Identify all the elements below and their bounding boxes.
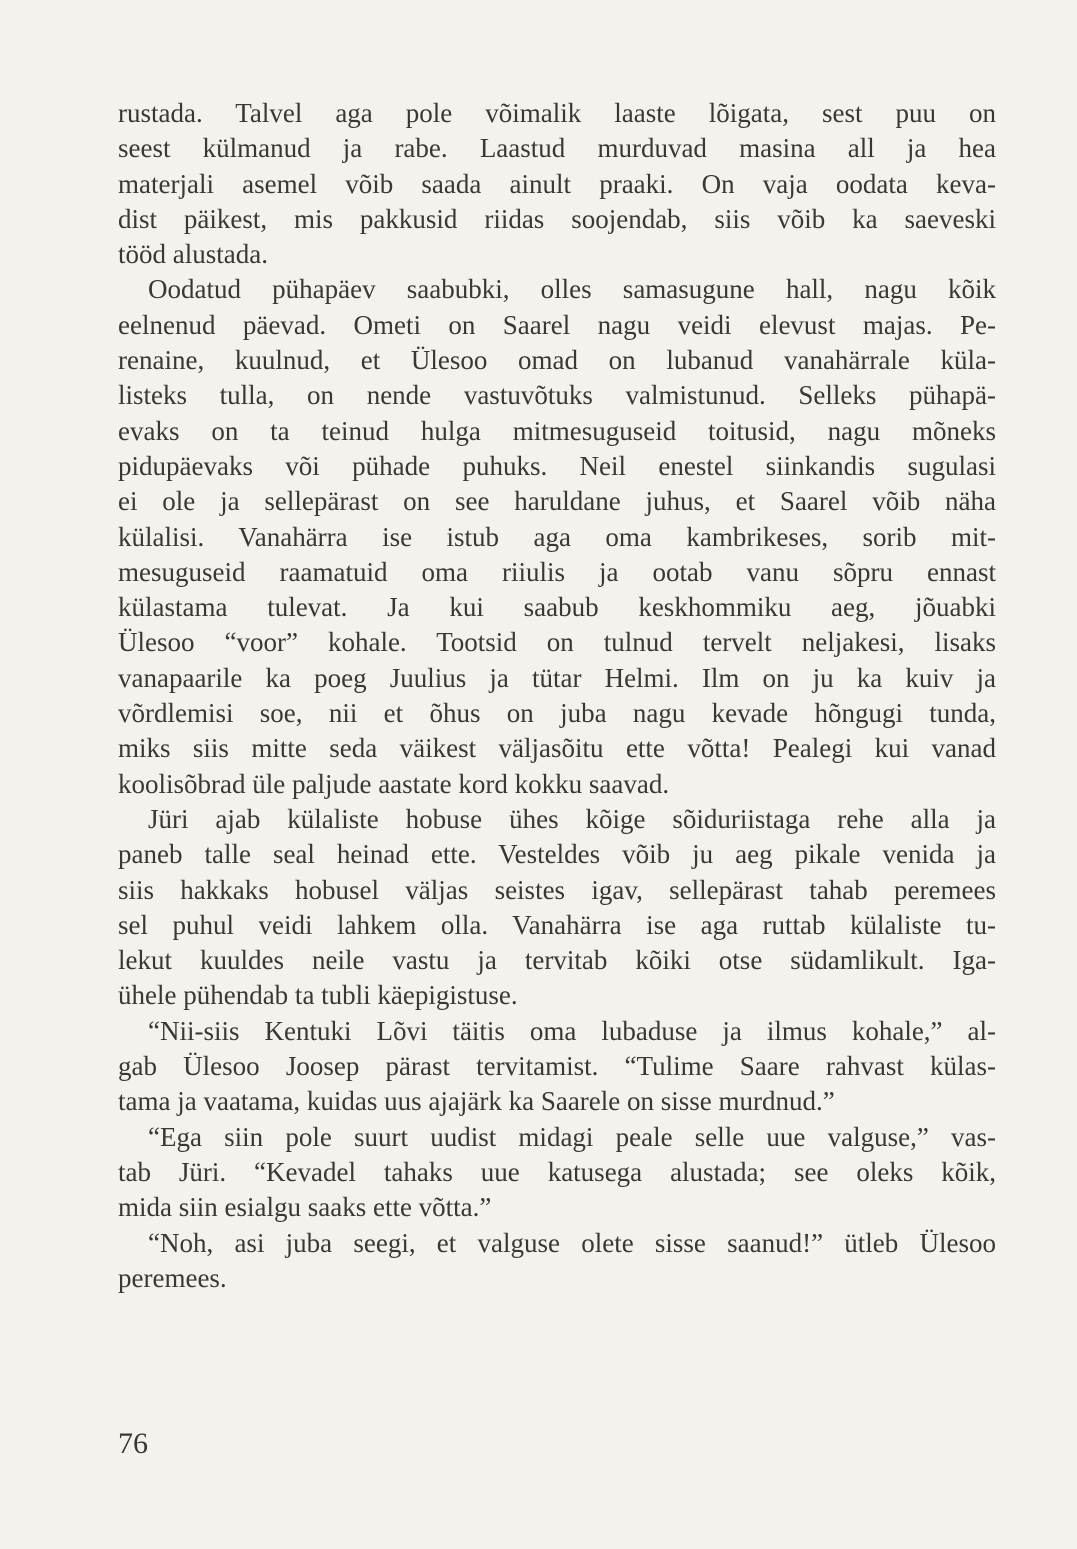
text-line: dist päikest, mis pakkusid riidas soojendab, siis võib ka saeveski [118,203,996,234]
text-line: peremees. [118,1262,227,1293]
text-line: koolisõbrad üle paljude aastate kord kokku saavad. [118,768,670,799]
text-line: ühele pühendab ta tubli käepigistuse. [118,980,518,1011]
text-line: võrdlemisi soe, nii et õhus on juba nagu kevade hõngugi tunda, [118,698,996,729]
text-line: Jüri ajab külaliste hobuse ühes kõige sõiduriistaga rehe alla ja [148,803,996,834]
body-text [118,96,996,1296]
text-line: ei ole ja sellepärast on see haruldane juhus, et Saarel võib näha [118,486,996,517]
text-line: “Nii-siis Kentuki Lõvi täitis oma lubaduse ja ilmus kohale,” al- [148,1015,996,1046]
text-line: eelnenud päevad. Ometi on Saarel nagu veidi elevust majas. Pe- [118,309,996,340]
text-line: mida siin esialgu saaks ette võtta.” [118,1192,492,1223]
text-line: tama ja vaatama, kuidas uus ajajärk ka Saarele on sisse murdnud.” [118,1086,835,1117]
text-line: vanapaarile ka poeg Juulius ja tütar Helmi. Ilm on ju ka kuiv ja [118,662,996,693]
text-line: siis hakkaks hobusel väljas seistes igav, sellepärast tahab peremees [118,874,996,905]
text-line: listeks tulla, on nende vastuvõtuks valmistunud. Selleks pühapä- [118,380,996,411]
text-line: tab Jüri. “Kevadel tahaks uue katusega alustada; see oleks kõik, [118,1156,996,1187]
text-line: pidupäevaks või pühade puhuks. Neil enestel siinkandis sugulasi [118,450,996,481]
page-number: 76 [118,1427,148,1460]
text-line: gab Ülesoo Joosep pärast tervitamist. “Tulime Saare rahvast külas- [118,1051,996,1082]
text-line: mesuguseid raamatuid oma riiulis ja ootab vanu sõpru ennast [118,556,996,587]
text-line: lekut kuuldes neile vastu ja tervitab kõiki otse südamlikult. Iga- [118,945,996,976]
text-line: renaine, kuulnud, et Ülesoo omad on lubanud vanahärrale küla- [118,345,996,376]
text-line: “Noh, asi juba seegi, et valguse olete sisse saanud!” ütleb Ülesoo [148,1227,996,1258]
text-line: paneb talle seal heinad ette. Vesteldes võib ju aeg pikale venida ja [118,839,996,870]
text-line: Oodatud pühapäev saabubki, olles samasugune hall, nagu kõik [148,274,996,305]
text-line: evaks on ta teinud hulga mitmesuguseid toitusid, nagu mõneks [118,415,996,446]
text-line: “Ega siin pole suurt uudist midagi peale selle uue valguse,” vas- [148,1121,996,1152]
text-line: materjali asemel võib saada ainult praaki. On vaja oodata keva- [118,168,996,199]
text-line: miks siis mitte seda väikest väljasõitu ette võtta! Pealegi kui vanad [118,733,996,764]
text-line: Ülesoo “voor” kohale. Tootsid on tulnud tervelt neljakesi, lisaks [118,627,996,658]
text-line: seest külmanud ja rabe. Laastud murduvad masina all ja hea [118,133,996,164]
text-line: tööd alustada. [118,239,268,270]
text-line: külalisi. Vanahärra ise istub aga oma kambrikeses, sorib mit- [118,521,996,552]
text-line: sel puhul veidi lahkem olla. Vanahärra ise aga ruttab külaliste tu- [118,909,996,940]
text-line: rustada. Talvel aga pole võimalik laaste lõigata, sest puu on [118,98,996,128]
text-line: külastama tulevat. Ja kui saabub keskhommiku aeg, jõuabki [118,592,996,623]
